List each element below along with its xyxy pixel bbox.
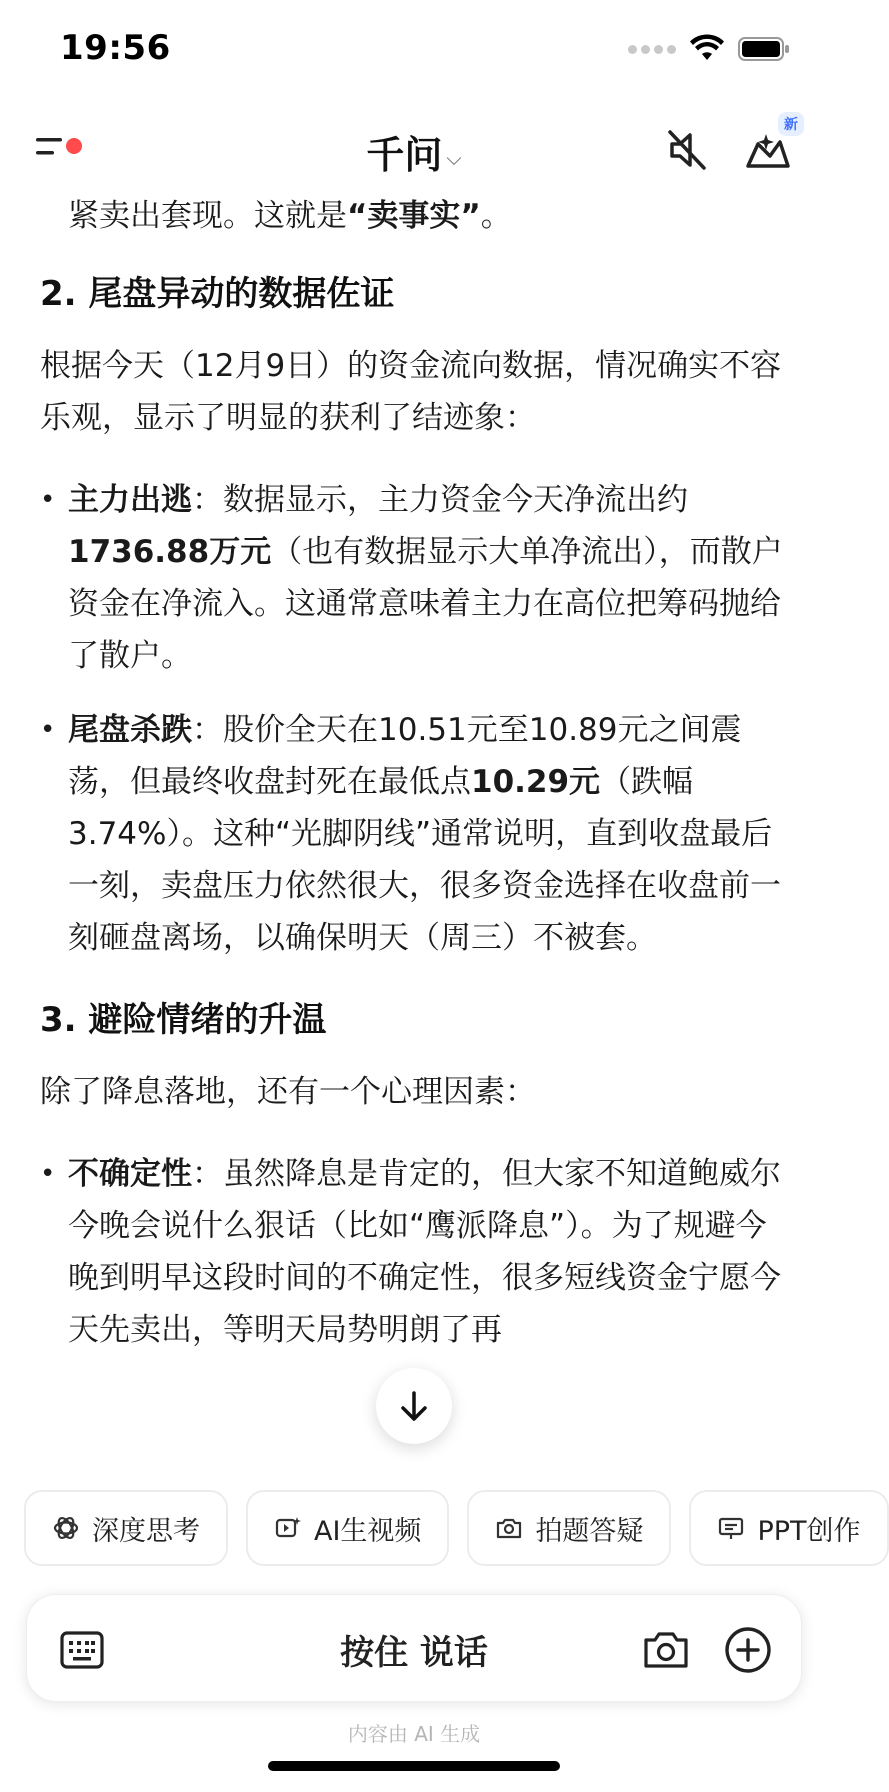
chip-ai-video[interactable] bbox=[246, 1490, 449, 1566]
status-time: 19:56 bbox=[60, 28, 171, 68]
home-indicator[interactable] bbox=[268, 1761, 560, 1771]
scroll-to-bottom-button[interactable] bbox=[376, 1368, 452, 1444]
hold-to-talk-label: 按住 说话 bbox=[340, 1633, 488, 1673]
section-heading: 2. 尾盘异动的数据佐证 bbox=[40, 274, 395, 314]
voice-input-bar[interactable] bbox=[26, 1594, 802, 1702]
cellular-signal-icon bbox=[628, 45, 676, 54]
camera-icon bbox=[641, 1625, 691, 1675]
section-paragraph: 除了降息落地，还有一个心理因素： bbox=[40, 1074, 536, 1110]
quick-actions bbox=[24, 1490, 861, 1568]
nav-bar bbox=[0, 100, 828, 196]
ai-disclaimer: 内容由 AI 生成 bbox=[347, 1722, 481, 1746]
chip-ppt[interactable] bbox=[689, 1490, 888, 1566]
intro-bold: “卖事实” bbox=[347, 198, 481, 234]
chip-label: AI生视频 bbox=[314, 1515, 422, 1547]
mute-button[interactable] bbox=[660, 122, 716, 178]
chip-label: 拍题答疑 bbox=[535, 1515, 644, 1547]
chat-content[interactable] bbox=[0, 196, 828, 1466]
status-bar bbox=[0, 0, 828, 100]
app-title-text: 千问 bbox=[366, 133, 443, 177]
answer-text bbox=[40, 190, 788, 1378]
bullet-text: （跌幅3.74%）。这种“光脚阴线”通常说明，直到收盘最后一刻，卖盘压力依然很大，很多资金选择在收盘前一刻砸盘离场，以确保明天（周三）不被套。 bbox=[68, 764, 781, 956]
section-paragraph: 根据今天（12月9日）的资金流向数据，情况确实不容乐观，显示了明显的获利了结迹象： bbox=[40, 348, 782, 436]
section-heading: 3. 避险情绪的升温 bbox=[40, 1000, 327, 1040]
chip-photo-question[interactable] bbox=[467, 1490, 671, 1566]
camera-question-icon bbox=[495, 1514, 523, 1542]
arrow-down-icon bbox=[396, 1388, 432, 1424]
intro-suffix: 。 bbox=[480, 198, 512, 234]
bullet-highlight: 1736.88万元 bbox=[68, 534, 272, 570]
chip-deep-thinking[interactable] bbox=[24, 1490, 228, 1566]
list-item bbox=[40, 1148, 788, 1356]
plus-circle-icon bbox=[721, 1623, 775, 1677]
bullet-text: （也有数据显示大单净流出），而散户资金在净流入。这通常意味着主力在高位把筹码抛给了散户。 bbox=[68, 534, 783, 674]
add-button[interactable] bbox=[721, 1623, 775, 1677]
bullet-title: 不确定性 bbox=[68, 1156, 192, 1192]
battery-icon bbox=[738, 36, 790, 62]
camera-button[interactable] bbox=[641, 1625, 691, 1675]
think-icon bbox=[52, 1514, 80, 1542]
bullet-title: 尾盘杀跌 bbox=[68, 712, 192, 748]
bullet-highlight: 10.29元 bbox=[471, 764, 601, 800]
speaker-muted-icon bbox=[660, 122, 716, 178]
bullet-title: 主力出逃 bbox=[68, 482, 192, 518]
chip-label: 深度思考 bbox=[92, 1515, 200, 1547]
intro-text: 紧卖出套现。这就是 bbox=[68, 198, 347, 234]
chevron-down-icon: ⌵ bbox=[446, 145, 462, 170]
bullet-text: ：数据显示，主力资金今天净流出约 bbox=[192, 482, 688, 518]
list-item bbox=[40, 474, 788, 682]
intro-line bbox=[40, 190, 788, 242]
video-icon bbox=[274, 1514, 302, 1542]
chip-label: PPT创作 bbox=[757, 1515, 861, 1547]
status-icons bbox=[628, 36, 790, 62]
wifi-icon bbox=[690, 36, 724, 62]
ppt-icon bbox=[717, 1514, 745, 1542]
bullet-text: ：虽然降息是肯定的，但大家不知道鲍威尔今晚会说什么狠话（比如“鹰派降息”）。为了规避今晚到明早这段时间的不确定性，很多短线资金宁愿今天先卖出，等明天局势明朗了再 bbox=[68, 1156, 781, 1348]
new-badge: 新 bbox=[778, 112, 804, 136]
bullet-text: ：股价全天在10.51元至10.89元之间震荡，但最终收盘封死在最低点 bbox=[68, 712, 742, 800]
list-item bbox=[40, 704, 788, 964]
